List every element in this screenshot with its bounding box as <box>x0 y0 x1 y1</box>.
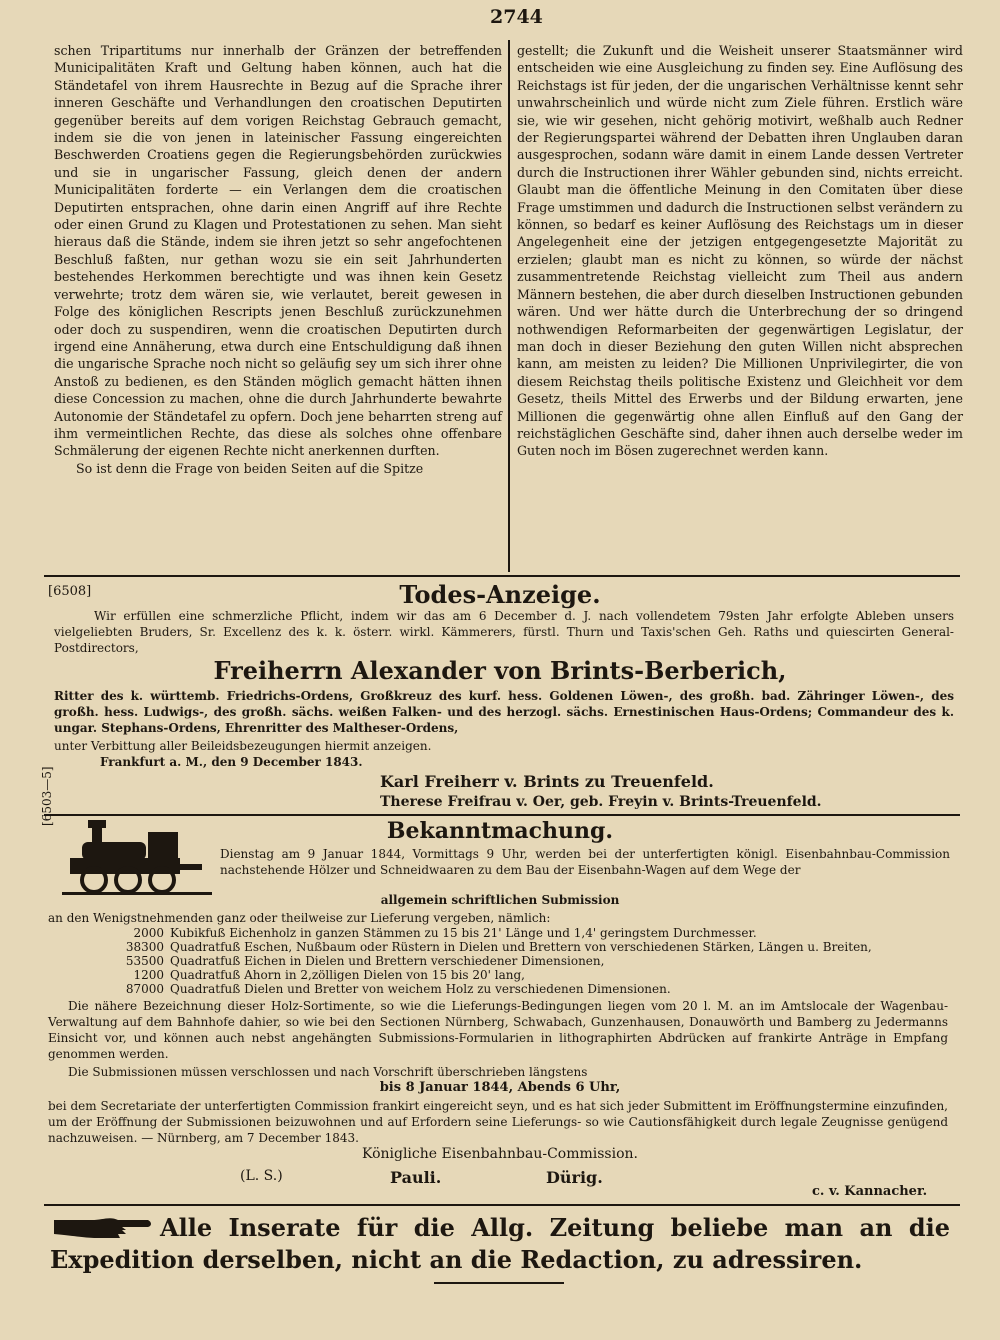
announcement-details: Die nähere Bezeichnung dieser Holz-Sortimente, so wie die Lieferungs-Bedingungen liegen vom 20 l. M. an im Amtslocale der Wagenbau-Verwaltung auf dem Bahnhofe dahier, so wie bei den Sectionen Nürnberg, Schwabach, Gunzenhausen, Donauwörth und Bamberg zu Jedermanns Einsicht vor, und können auch nebst angehängten Submissions-Formularien in lithographirten Abdrücken auf frankirte Anträge in Empfang genommen werden. <box>48 999 948 1061</box>
item-desc: Kubikfuß Eichenholz in ganzen Stämmen zu 15 bis 21' Länge und 1,4' geringstem Durchmesser. <box>170 926 757 940</box>
item-row <box>48 968 525 982</box>
item-qty: 2000 <box>133 926 164 940</box>
item-row <box>48 940 872 954</box>
signer-durig: Dürig. <box>546 1168 603 1187</box>
announcement-delivery: bei dem Secretariate der unterfertigten Commission frankirt eingereicht seyn, und es hat sich jeder Submittent im Eröffnungstermine einzufinden, um der Eröffnung der Submissionen beizuwohnen und auf Erfordern seine Lieferungs- so wie Cautionsfähigkeit durch legale Zeugnisse genügend nachzuweisen. — Nürnberg, am 7 December 1843. <box>48 1099 948 1145</box>
death-notice-heading: Todes-Anzeige. <box>399 580 601 609</box>
item-desc: Quadratfuß Ahorn in 2,zölligen Dielen von 15 bis 20' lang, <box>170 968 525 982</box>
footer-notice: Alle Inserate für die Allg. Zeitung beliebe man an die Expedition derselben, nicht an die Redaction, zu adressiren. <box>50 1213 950 1274</box>
left-paragraph-1: schen Tripartitums nur innerhalb der Gränzen der betreffenden Municipalitäten Kraft und Geltung haben können, auch hat die Ständetafel von ihrem Hausrechte in Bezug auf die Sprache ihrer inneren Geschäfte und Verhandlungen den croatischen Deputirten gegenüber bereits auf dem vorigen Reichstag Gebrauch gemacht, indem sie die von jenen in lateinischer Fassung eingereichten Beschwerden Croatiens gegen die Regierungsbehörden zurückwies und sie in ungarischer Fassung, gleich denen der andern Municipalitäten forderte — ein Verlangen dem die croatischen Deputirten entsprachen, ohne darin einen Angriff auf ihre Rechte oder einen Grund zu Klagen und Protestationen zu sehen. Man sieht hieraus daß die Stände, indem sie ihren jetzt so sehr angefochtenen Beschluß faßten, nur gethan wozu sie ein seit Jahrhunderten bestehendes Herkommen berechtigte und was ihnen kein Gesetz verwehrte; trotz dem wären sie, wie verlautet, bereit gewesen in Folge des königlichen Rescripts jenen Beschluß zurückzunehmen oder doch zu suspendiren, wenn die croatischen Deputirten durch irgend eine Annäherung, etwa durch eine Entschuldigung daß ihnen die ungarische Sprache noch nicht so geläufig sey um sich ihrer ohne Anstoß zu bedienen, es den Ständen möglich gemacht hätten ihnen diese Concession zu machen, ohne die durch Jahrhunderte bewahrte Autonomie der Ständetafel zu opfern. Doch jene beharrten streng auf ihm vermeintlichen Rechte, das diese als solches ohne offenbare Schmälerung der eigenen Rechte nicht anerkennen durften. <box>54 43 502 459</box>
death-notice-intro: Wir erfüllen eine schmerzliche Pflicht, indem wir das am 6 December d. J. nach vollendetem 79sten Jahr erfolgte Ableben unsers vielgeliebten Bruders, Sr. Excellenz des k. k. österr. wirkl. Kämmerers, fürstl. Thurn und Taxis'schen Geh. Raths und quiescirten General-Postdirectors, <box>54 609 954 655</box>
countersign: c. v. Kannacher. <box>812 1184 928 1199</box>
announcement-deadline: bis 8 Januar 1844, Abends 6 Uhr, <box>379 1080 621 1095</box>
item-qty: 1200 <box>133 968 164 982</box>
item-row <box>48 926 757 940</box>
locomotive-icon <box>62 818 212 896</box>
death-notice-ref: [6508] <box>48 584 92 599</box>
right-paragraph-1: gestellt; die Zukunft und die Weisheit unserer Staatsmänner wird entscheiden wie eine Ausgleichung zu finden sey. Eine Auflösung des Reichstags ist für jeden, der die ungarischen Verhältnisse kennt sehr unwahrscheinlich und würde nicht zum Ziele führen. Erstlich wäre sie, wie wir gesehen, nicht gehörig motivirt, weßhalb auch Redner der Regierungspartei während der Debatten ihren Unglauben daran ausgesprochen, sodann wäre damit in einem Lande dessen Vertreter durch die Instructionen ihrer Wähler gebunden sind, nichts erreicht. Glaubt man die öffentliche Meinung in den Comitaten über diese Frage umstimmen und dadurch die Instructionen selbst verändern zu können, so bedarf es keiner Auflösung des Reichstags um in dieser Angelegenheit eine der jetzigen entgegengesetzte Majorität zu erzielen; glaubt man es nicht zu können, so würde der nächst zusammentretende Reichstag vielleicht zum Theil aus andern Männern bestehen, die aber durch dieselben Instructionen gebunden wären. Und wer hätte durch die Unterbrechung der so dringend nothwendigen Reformarbeiten der gegenwärtigen Legislatur, der man doch in dieser Beziehung den guten Willen nicht absprechen kann, am meisten zu leiden? Die Millionen Unprivilegirter, die von diesem Reichstag theils politische Existenz und Gleichheit vor dem Gesetz, theils Mittel des Erwerbs und der Bildung erwarten, jene Millionen die gegenwärtig ohne allen Einfluß auf den Gang der reichstäglichen Geschäfte sind, daher ihnen auch derselbe weder im Guten noch im Bösen zugerechnet werden kann. <box>517 43 963 459</box>
award-line: an den Wenigstnehmenden ganz oder theilweise zur Lieferung vergeben, nämlich: <box>48 911 551 925</box>
submission-type: allgemein schriftlichen Submission <box>380 893 620 907</box>
announcement-authority: Königliche Eisenbahnbau-Commission. <box>361 1146 638 1162</box>
announcement-intro: Dienstag am 9 Januar 1844, Vormittags 9 Uhr, werden bei der unterfertigten königl. Eisenbahnbau-Commission nachstehende Hölzer und Schneidwaaren zu dem Bau der Eisenbahn-Wagen auf dem Wege der <box>220 847 950 877</box>
right-column <box>517 42 963 460</box>
item-row <box>48 954 604 968</box>
announcement-sealed: Die Submissionen müssen verschlossen und nach Vorschrift überschrieben längstens <box>68 1065 588 1079</box>
item-desc: Quadratfuß Dielen und Bretter von weichem Holz zu verschiedenen Dimensionen. <box>170 982 671 996</box>
death-notice-signer-2: Therese Freifrau v. Oer, geb. Freyin v. Brints-Treuenfeld. <box>380 794 822 810</box>
seal-mark: (L. S.) <box>240 1168 283 1184</box>
page-number: 2744 <box>490 6 543 28</box>
item-qty: 87000 <box>125 982 164 996</box>
column-divider <box>508 40 510 572</box>
deceased-titles: Ritter des k. württemb. Friedrichs-Ordens, Großkreuz des kurf. hess. Goldenen Löwen-, des großh. bad. Zähringer Löwen-, des großh. hess. Ludwigs-, des großh. sächs. weißen Falken- und des herzogl. sächs. Ernestinischen Haus-Ordens; Commandeur des k. ungar. Stephans-Ordens, Ehrenritter des Maltheser-Ordens, <box>54 689 954 735</box>
left-paragraph-2: So ist denn die Frage von beiden Seiten auf die Spitze <box>76 460 424 476</box>
item-desc: Quadratfuß Eschen, Nußbaum oder Rüstern in Dielen und Brettern von verschiedenen Stärken, Längen u. Breiten, <box>170 940 872 954</box>
death-notice-place-date: Frankfurt a. M., den 9 December 1843. <box>100 755 363 769</box>
item-row <box>48 982 671 996</box>
announcement-heading: Bekanntmachung. <box>386 818 614 844</box>
death-notice-signer-1: Karl Freiherr v. Brints zu Treuenfeld. <box>380 772 714 791</box>
item-qty: 38300 <box>125 940 164 954</box>
section-rule-middle <box>44 814 960 816</box>
item-desc: Quadratfuß Eichen in Dielen und Brettern verschiedener Dimensionen, <box>170 954 605 968</box>
signer-pauli: Pauli. <box>390 1168 442 1187</box>
death-notice-closing: unter Verbittung aller Beileidsbezeugungen hiermit anzeigen. <box>54 739 432 753</box>
deceased-name: Freiherrn Alexander von Brints-Berberich, <box>213 656 787 685</box>
announcement-ref: [6503—5] <box>40 766 54 826</box>
left-column <box>54 42 502 477</box>
item-qty: 53500 <box>125 954 164 968</box>
section-rule-top <box>44 575 960 577</box>
section-rule-bottom <box>44 1204 960 1206</box>
end-rule <box>434 1282 564 1284</box>
